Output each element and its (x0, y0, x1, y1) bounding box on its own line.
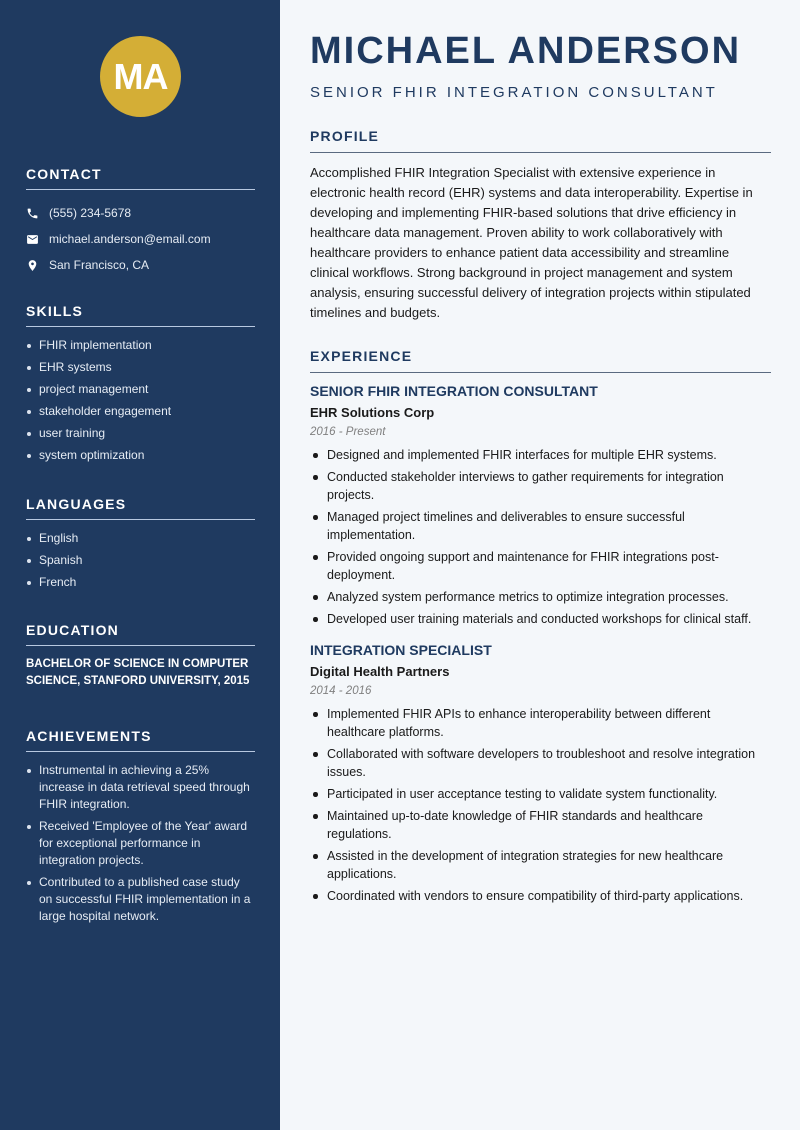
job-bullet: Provided ongoing support and maintenance for FHIR integrations post-deployment. (310, 548, 771, 584)
job-bullet: Designed and implemented FHIR interfaces for multiple EHR systems. (310, 446, 771, 464)
education-degree: BACHELOR OF SCIENCE IN COMPUTER SCIENCE, STANFORD UNIVERSITY, 2015 (26, 658, 250, 687)
profile-section (310, 128, 771, 323)
language-item: Spanish (26, 552, 255, 569)
job-bullet: Developed user training materials and conducted workshops for clinical staff. (310, 610, 771, 628)
job-bullet: Managed project timelines and deliverables to ensure successful implementation. (310, 508, 771, 544)
job-company: Digital Health Partners (310, 664, 450, 679)
skill-item: user training (26, 425, 255, 442)
job-title: INTEGRATION SPECIALIST (310, 642, 492, 658)
languages-list (26, 530, 255, 591)
languages-section (26, 496, 255, 596)
contact-email (26, 226, 255, 252)
experience-heading: EXPERIENCE (310, 348, 771, 373)
location-text: San Francisco, CA (49, 258, 150, 272)
profile-text: Accomplished FHIR Integration Specialist with extensive experience in electronic health record (EHR) systems and data interoperability. Expertise in developing and implementing FHIR-based solutions that drive efficiency in healthcare data management. Proven ability to work collaboratively with healthcare providers to enhance patient data accessibility and streamline clinical workflows. Strong background in project management and system analysis, ensuring successful delivery of integration projects within stipulated timelines and budgets. (310, 165, 753, 320)
language-item: English (26, 530, 255, 547)
email-icon (26, 233, 39, 246)
achievement-item: Received 'Employee of the Year' award for exceptional performance in integration projects. (26, 818, 255, 869)
candidate-title: SENIOR FHIR INTEGRATION CONSULTANT (310, 84, 718, 101)
skill-item: stakeholder engagement (26, 403, 255, 420)
avatar-initials: MA (113, 55, 168, 97)
job-bullet: Conducted stakeholder interviews to gather requirements for integration projects. (310, 468, 771, 504)
contact-phone (26, 200, 255, 226)
achievements-list (26, 762, 255, 925)
job-title: SENIOR FHIR INTEGRATION CONSULTANT (310, 383, 598, 399)
language-item: French (26, 574, 255, 591)
contact-heading: CONTACT (26, 166, 255, 190)
job-bullets (310, 705, 771, 905)
skill-item: project management (26, 381, 255, 398)
location-pin-icon (26, 259, 39, 272)
job-dates: 2014 - 2016 (310, 685, 372, 697)
skill-item: EHR systems (26, 359, 255, 376)
job-company: EHR Solutions Corp (310, 405, 435, 420)
sidebar (0, 0, 280, 1130)
job-entry (310, 642, 771, 905)
email-text: michael.anderson@email.com (49, 232, 211, 246)
phone-icon (26, 207, 39, 220)
education-section (26, 622, 255, 690)
skills-section (26, 303, 255, 469)
skills-list (26, 337, 255, 464)
contact-location (26, 252, 255, 278)
job-bullets (310, 446, 771, 628)
skill-item: system optimization (26, 447, 255, 464)
achievement-item: Instrumental in achieving a 25% increase in data retrieval speed through FHIR integration. (26, 762, 255, 813)
job-bullet: Assisted in the development of integration strategies for new healthcare applications. (310, 847, 771, 883)
achievements-section (26, 728, 255, 930)
phone-text: (555) 234-5678 (49, 206, 132, 220)
job-bullet: Implemented FHIR APIs to enhance interoperability between different healthcare platforms. (310, 705, 771, 741)
job-bullet: Maintained up-to-date knowledge of FHIR standards and healthcare regulations. (310, 807, 771, 843)
job-bullet: Analyzed system performance metrics to optimize integration processes. (310, 588, 771, 606)
profile-heading: PROFILE (310, 128, 771, 153)
avatar (100, 36, 181, 117)
skill-item: FHIR implementation (26, 337, 255, 354)
job-bullet: Participated in user acceptance testing to validate system functionality. (310, 785, 771, 803)
job-dates: 2016 - Present (310, 426, 386, 438)
job-bullet: Coordinated with vendors to ensure compatibility of third-party applications. (310, 887, 771, 905)
job-entry (310, 383, 771, 628)
languages-heading: LANGUAGES (26, 496, 255, 520)
education-heading: EDUCATION (26, 622, 255, 646)
achievement-item: Contributed to a published case study on successful FHIR implementation in a large hospital network. (26, 874, 255, 925)
skills-heading: SKILLS (26, 303, 255, 327)
candidate-name: MICHAEL ANDERSON (310, 30, 742, 72)
job-bullet: Collaborated with software developers to troubleshoot and resolve integration issues. (310, 745, 771, 781)
achievements-heading: ACHIEVEMENTS (26, 728, 255, 752)
contact-section (26, 166, 255, 278)
experience-section (310, 348, 771, 919)
